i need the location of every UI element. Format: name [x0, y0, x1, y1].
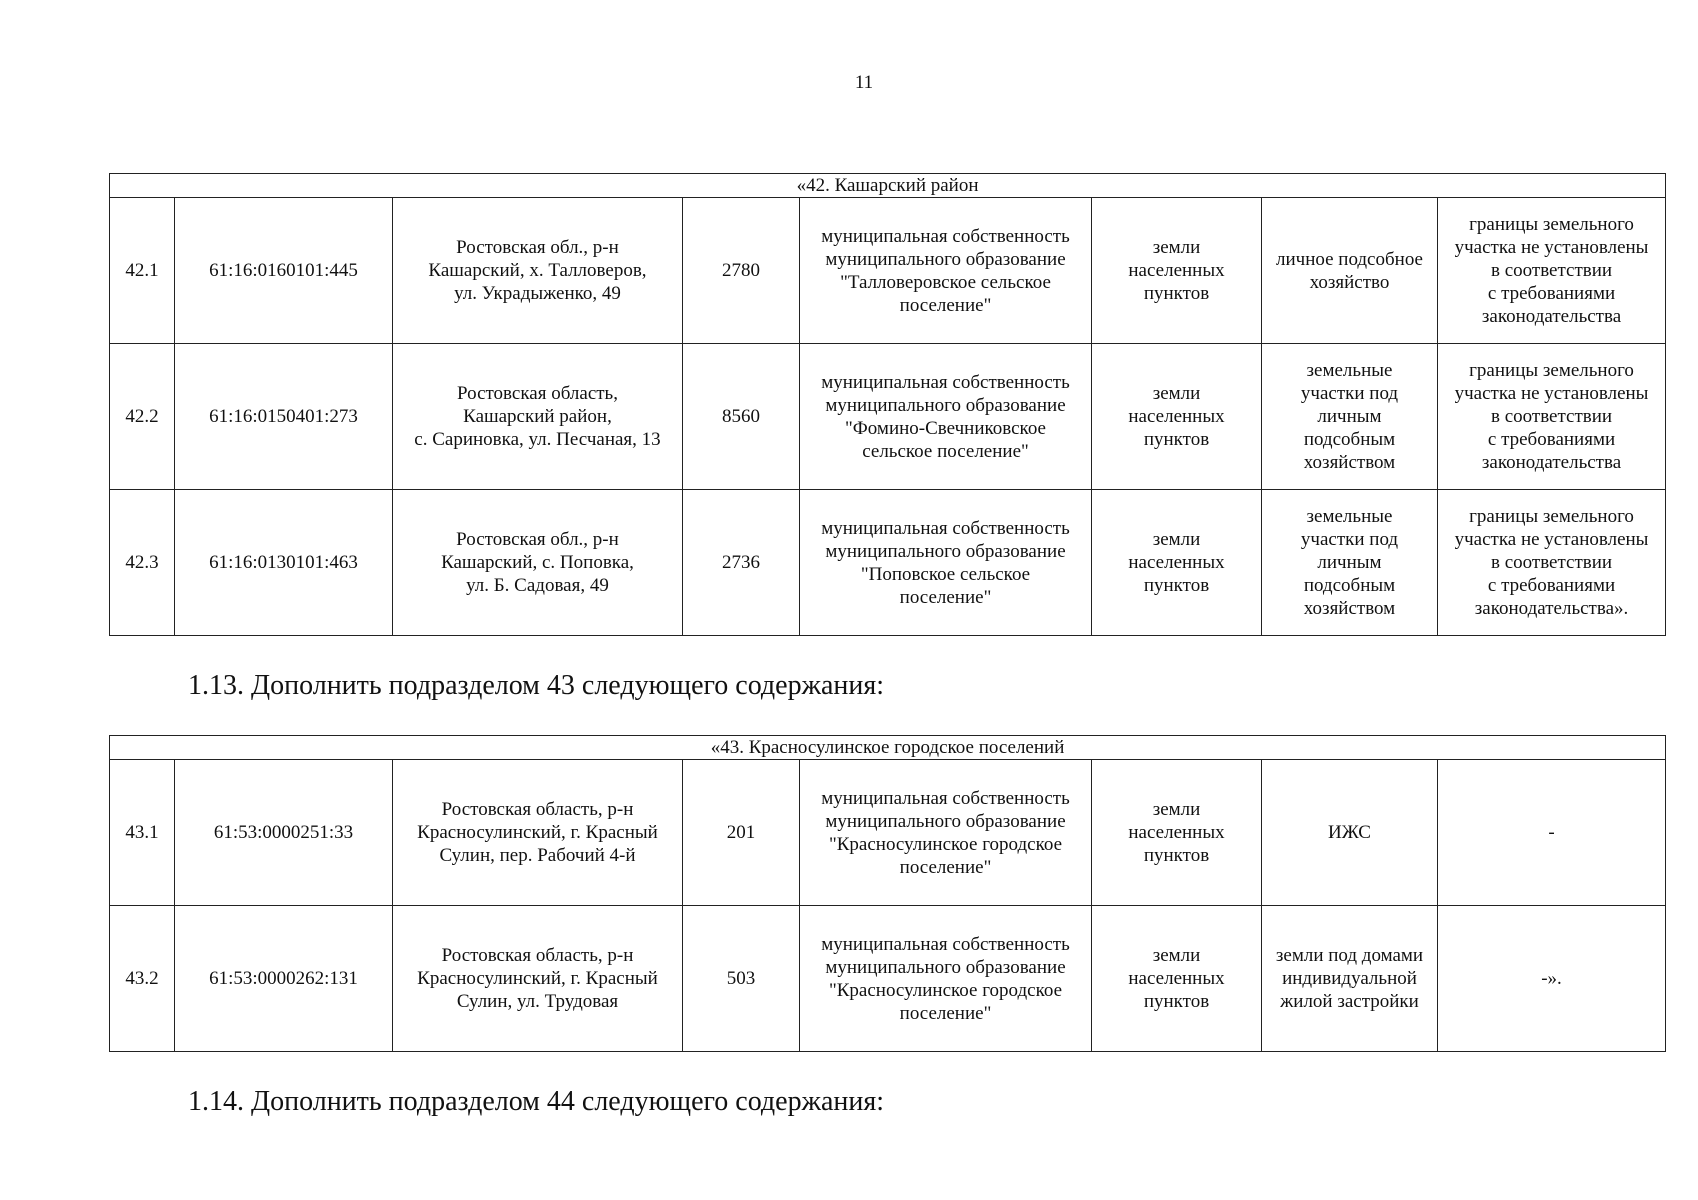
cell-line: хозяйством	[1303, 452, 1396, 473]
cell-line: хозяйство	[1309, 271, 1390, 293]
cell-line: границы земельного	[1469, 506, 1634, 527]
cell-ownership	[800, 344, 1092, 490]
cell-line: ИЖС	[1328, 822, 1371, 843]
table-row	[110, 760, 1666, 906]
cell-line: личным	[1317, 552, 1382, 573]
cell-area: 2780	[683, 198, 800, 344]
cell-line: законодательства	[1481, 452, 1622, 473]
cell-line: жилой застройки	[1280, 991, 1419, 1012]
instruction-1-13: 1.13. Дополнить подразделом 43 следующего содержания:	[188, 670, 884, 701]
cell-line: муниципальная собственность	[821, 787, 1070, 809]
cell-line: участки под	[1300, 529, 1399, 550]
cell-line: ул. Б. Садовая, 49	[466, 575, 609, 596]
cell-ownership	[800, 760, 1092, 906]
cell-land-category	[1092, 760, 1262, 906]
cell-line: участка не установлены	[1454, 529, 1649, 550]
cell-line: хозяйством	[1303, 598, 1396, 619]
cell-permitted-use	[1262, 490, 1438, 636]
table-title: «42. Кашарский район	[110, 174, 1666, 198]
cell-line: земли под домами	[1275, 945, 1424, 966]
cell-line: муниципального образование	[825, 248, 1066, 270]
cell-line: муниципальная собственность	[821, 517, 1070, 539]
cell-permitted-use	[1262, 760, 1438, 906]
cell-line: пунктов	[1143, 845, 1210, 866]
cell-line: земли	[1152, 529, 1201, 550]
cell-land-category	[1092, 906, 1262, 1052]
cell-line: "Поповское сельское	[860, 563, 1031, 585]
cell-line: подсобным	[1303, 575, 1396, 596]
cell-address	[393, 760, 683, 906]
cell-line: населенных	[1128, 406, 1225, 427]
cell-line: поселение"	[899, 856, 992, 878]
cell-line: поселение"	[899, 294, 992, 316]
cell-line: земли	[1152, 799, 1201, 820]
cell-line: Ростовская область, р-н	[441, 799, 634, 820]
cell-line: Кашарский район,	[463, 406, 612, 427]
cell-line: "Талловеровское сельское	[840, 271, 1051, 293]
cell-land-category	[1092, 198, 1262, 344]
cell-number: 42.3	[110, 490, 175, 636]
cell-line: Сулин, пер. Рабочий 4-й	[439, 845, 636, 866]
cell-line: муниципального образование	[825, 394, 1066, 416]
page-number: 11	[854, 72, 874, 93]
cell-ownership	[800, 906, 1092, 1052]
cell-line: населенных	[1128, 260, 1225, 281]
cell-line: муниципального образование	[825, 810, 1066, 832]
cell-line: индивидуальной	[1282, 968, 1417, 989]
cell-note	[1438, 490, 1666, 636]
cell-line: земли	[1152, 237, 1201, 258]
table-title-row	[110, 736, 1666, 760]
table-row	[110, 490, 1666, 636]
cell-line: с требованиями	[1487, 575, 1616, 596]
cell-line: Ростовская область, р-н	[441, 945, 634, 966]
cell-address	[393, 198, 683, 344]
table-title: «43. Красносулинское городское поселений	[110, 736, 1666, 760]
cell-line: земли	[1152, 945, 1201, 966]
cell-line: подсобным	[1303, 429, 1396, 450]
cell-ownership	[800, 490, 1092, 636]
cell-permitted-use	[1262, 906, 1438, 1052]
cell-address	[393, 344, 683, 490]
cell-note	[1438, 198, 1666, 344]
cell-line: участки под	[1300, 383, 1399, 404]
cell-line: поселение"	[899, 586, 992, 608]
cell-area: 503	[683, 906, 800, 1052]
cell-number: 43.2	[110, 906, 175, 1052]
cell-line: муниципальная собственность	[821, 371, 1070, 393]
cell-line: земли	[1152, 383, 1201, 404]
cell-note	[1438, 760, 1666, 906]
cell-line: Красносулинский, г. Красный	[417, 822, 658, 843]
table-row	[110, 906, 1666, 1052]
cell-cadastral-number: 61:16:0160101:445	[175, 198, 393, 344]
cell-permitted-use	[1262, 344, 1438, 490]
cell-line: -	[1548, 822, 1555, 843]
cell-line: поселение"	[899, 1002, 992, 1024]
cell-line: законодательства».	[1474, 598, 1629, 619]
cell-line: Кашарский, х. Талловеров,	[428, 260, 647, 281]
cell-permitted-use	[1262, 198, 1438, 344]
table-row	[110, 198, 1666, 344]
cell-line: в соответствии	[1490, 552, 1613, 573]
cell-line: пунктов	[1143, 429, 1210, 450]
cell-address	[393, 490, 683, 636]
cell-line: личное подсобное	[1275, 248, 1423, 270]
cell-line: муниципальная собственность	[821, 933, 1070, 955]
cell-ownership	[800, 198, 1092, 344]
cell-line: законодательства	[1481, 306, 1622, 327]
cell-line: "Фомино-Свечниковское	[845, 417, 1046, 439]
cell-line: личным	[1317, 406, 1382, 427]
cell-cadastral-number: 61:16:0150401:273	[175, 344, 393, 490]
cell-line: пунктов	[1143, 575, 1210, 596]
cell-note	[1438, 906, 1666, 1052]
cell-line: границы земельного	[1469, 360, 1634, 381]
cell-line: населенных	[1128, 968, 1225, 989]
cell-number: 43.1	[110, 760, 175, 906]
table-title-row	[110, 174, 1666, 198]
table-section-42	[109, 173, 1666, 636]
cell-line: сельское поселение"	[862, 440, 1029, 462]
cell-line: Ростовская обл., р-н	[456, 237, 619, 258]
cell-cadastral-number: 61:53:0000251:33	[175, 760, 393, 906]
cell-area: 8560	[683, 344, 800, 490]
cell-note	[1438, 344, 1666, 490]
cell-land-category	[1092, 344, 1262, 490]
cell-line: с требованиями	[1487, 429, 1616, 450]
cell-line: в соответствии	[1490, 406, 1613, 427]
cell-line: "Красносулинское городское	[828, 979, 1063, 1001]
cell-address	[393, 906, 683, 1052]
cell-line: ул. Украдыженко, 49	[454, 283, 621, 304]
cell-line: в соответствии	[1490, 260, 1613, 281]
table-section-43	[109, 735, 1666, 1052]
cell-line: -».	[1541, 968, 1562, 989]
cell-line: Сулин, ул. Трудовая	[456, 991, 619, 1012]
instruction-1-14: 1.14. Дополнить подразделом 44 следующего содержания:	[188, 1086, 884, 1117]
cell-area: 201	[683, 760, 800, 906]
cell-line: Ростовская область,	[457, 383, 618, 404]
cell-number: 42.1	[110, 198, 175, 344]
table-row	[110, 344, 1666, 490]
cell-cadastral-number: 61:53:0000262:131	[175, 906, 393, 1052]
cell-line: муниципального образование	[825, 540, 1066, 562]
cell-line: муниципальная собственность	[821, 225, 1070, 247]
cell-line: земельные	[1306, 506, 1393, 527]
cell-line: "Красносулинское городское	[828, 833, 1063, 855]
cell-line: земельные	[1306, 360, 1393, 381]
cell-cadastral-number: 61:16:0130101:463	[175, 490, 393, 636]
cell-area: 2736	[683, 490, 800, 636]
cell-line: муниципального образование	[825, 956, 1066, 978]
cell-line: населенных	[1128, 552, 1225, 573]
cell-line: участка не установлены	[1454, 237, 1649, 258]
cell-line: Красносулинский, г. Красный	[417, 968, 658, 989]
cell-line: участка не установлены	[1454, 383, 1649, 404]
cell-line: с. Сариновка, ул. Песчаная, 13	[414, 429, 661, 450]
cell-line: пунктов	[1143, 991, 1210, 1012]
cell-line: границы земельного	[1469, 214, 1634, 235]
cell-land-category	[1092, 490, 1262, 636]
cell-number: 42.2	[110, 344, 175, 490]
cell-line: Кашарский, с. Поповка,	[441, 552, 634, 573]
cell-line: с требованиями	[1487, 283, 1616, 304]
cell-line: пунктов	[1143, 283, 1210, 304]
cell-line: населенных	[1128, 822, 1225, 843]
cell-line: Ростовская обл., р-н	[456, 529, 619, 550]
